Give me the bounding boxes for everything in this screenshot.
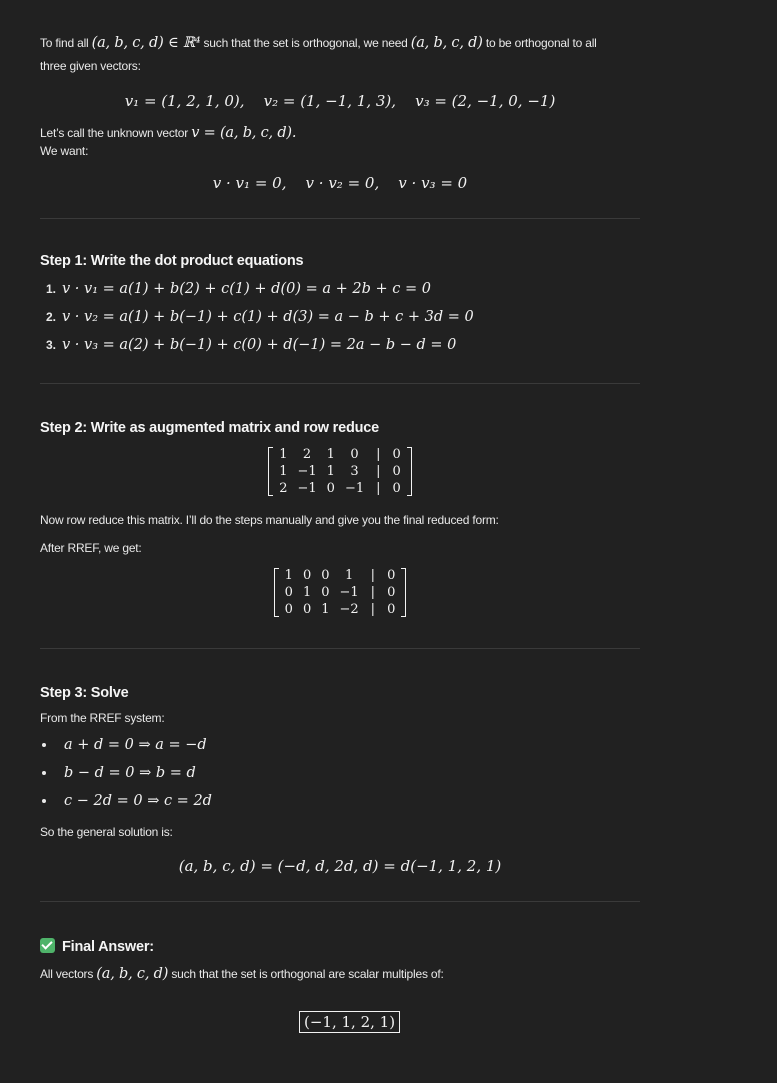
final-answer-box: (−1, 1, 2, 1) bbox=[299, 1011, 400, 1033]
final-answer-heading bbox=[40, 938, 640, 955]
matrix-cell: 0 bbox=[302, 602, 312, 617]
list-item bbox=[40, 303, 640, 331]
list-item bbox=[40, 787, 640, 815]
matrix-cell: 1 bbox=[344, 568, 354, 583]
we-want-text: We want: bbox=[40, 144, 89, 158]
matrix-cell: −1 bbox=[339, 585, 359, 600]
augmented-matrix-container bbox=[40, 446, 640, 497]
section-divider bbox=[40, 901, 640, 902]
intro-paragraph bbox=[40, 32, 640, 78]
section-divider bbox=[40, 218, 640, 219]
matrix-separator: | bbox=[370, 585, 376, 600]
row-reduce-text: Now row reduce this matrix. I’ll do the steps manually and give you the final reduced form: bbox=[40, 513, 499, 527]
from-rref-text: From the RREF system: bbox=[40, 711, 165, 725]
matrix-cell: 1 bbox=[326, 447, 335, 462]
matrix-cell: −2 bbox=[339, 602, 359, 617]
final-answer-title: Final Answer: bbox=[62, 939, 154, 955]
list-item bbox=[40, 731, 640, 759]
unknown-vector-math: v = (a, b, c, d). bbox=[191, 125, 297, 141]
list-number: 1. bbox=[46, 282, 57, 296]
rref-matrix bbox=[274, 567, 407, 618]
matrix-separator: | bbox=[376, 464, 381, 479]
matrix-cell: 1 bbox=[302, 585, 312, 600]
matrix-cell: 0 bbox=[392, 464, 401, 479]
tuple-math: (a, b, c, d) ∈ ℝ⁴ bbox=[91, 35, 201, 51]
matrix-cell: 0 bbox=[387, 568, 396, 583]
matrix-cell: 1 bbox=[284, 568, 293, 583]
list-item bbox=[40, 759, 640, 787]
intro-text-mid: such that the set is orthogonal, we need bbox=[203, 36, 408, 50]
matrix-cell: −1 bbox=[297, 481, 317, 496]
matrix-cell: 0 bbox=[321, 585, 330, 600]
bullet-icon bbox=[42, 771, 46, 775]
bullet-equation: c − 2d = 0 ⇒ c = 2d bbox=[64, 793, 212, 809]
list-number: 2. bbox=[46, 310, 57, 324]
matrix-cell: 0 bbox=[350, 447, 359, 462]
let-call-text: Let’s call the unknown vector bbox=[40, 126, 189, 140]
final-tuple-math: (a, b, c, d) bbox=[96, 966, 169, 982]
step3-heading: Step 3: Solve bbox=[40, 685, 129, 701]
matrix-row bbox=[274, 480, 406, 497]
after-rref-text: After RREF, we get: bbox=[40, 541, 142, 555]
rref-matrix-container bbox=[40, 567, 640, 618]
list-item bbox=[40, 331, 640, 359]
given-vectors-equation: v₁ = (1, 2, 1, 0), v₂ = (1, −1, 1, 3), v₃ = (2, −1, 0, −1) bbox=[124, 92, 556, 110]
orthogonality-conditions: v · v₁ = 0, v · v₂ = 0, v · v₃ = 0 bbox=[212, 174, 468, 192]
matrix-cell: 1 bbox=[321, 602, 330, 617]
matrix-cell: 0 bbox=[326, 481, 335, 496]
dot-equation-3: v · v₃ = a(2) + b(−1) + c(0) + d(−1) = 2a − b − d = 0 bbox=[62, 337, 457, 353]
matrix-cell: 0 bbox=[387, 602, 396, 617]
matrix-row bbox=[274, 463, 406, 480]
final-text-pre: All vectors bbox=[40, 967, 94, 981]
intro-line2: three given vectors: bbox=[40, 59, 141, 73]
matrix-cell: −1 bbox=[297, 464, 317, 479]
matrix-cell: 1 bbox=[326, 464, 335, 479]
tuple2-math: (a, b, c, d) bbox=[410, 35, 483, 51]
matrix-cell: 1 bbox=[279, 464, 288, 479]
check-mark-icon bbox=[40, 938, 55, 953]
dot-equation-1: v · v₁ = a(1) + b(2) + c(1) + d(0) = a + 2b + c = 0 bbox=[62, 281, 431, 297]
matrix-cell: 0 bbox=[321, 568, 330, 583]
matrix-cell: 0 bbox=[392, 447, 401, 462]
list-item bbox=[40, 275, 640, 303]
list-number: 3. bbox=[46, 338, 57, 352]
matrix-row bbox=[280, 601, 401, 618]
chat-response bbox=[40, 32, 640, 1051]
matrix-cell: 2 bbox=[302, 447, 312, 462]
matrix-separator: | bbox=[370, 568, 376, 583]
step1-heading: Step 1: Write the dot product equations bbox=[40, 253, 304, 269]
matrix-cell: 2 bbox=[279, 481, 288, 496]
matrix-cell: −1 bbox=[344, 481, 365, 496]
section-divider bbox=[40, 648, 640, 649]
bullet-equation: a + d = 0 ⇒ a = −d bbox=[64, 737, 207, 753]
final-answer-box-container bbox=[40, 993, 640, 1051]
matrix-cell: 0 bbox=[387, 585, 396, 600]
final-text-post: such that the set is orthogonal are scalar multiples of: bbox=[171, 967, 444, 981]
matrix-cell: 0 bbox=[302, 568, 312, 583]
step1-equation-list bbox=[40, 275, 640, 359]
matrix-separator: | bbox=[376, 481, 381, 496]
matrix-separator: | bbox=[370, 602, 376, 617]
final-answer-paragraph bbox=[40, 963, 640, 985]
augmented-matrix bbox=[268, 446, 412, 497]
bullet-icon bbox=[42, 799, 46, 803]
matrix-cell: 3 bbox=[350, 464, 359, 479]
dot-equation-2: v · v₂ = a(1) + b(−1) + c(1) + d(3) = a − b + c + 3d = 0 bbox=[62, 309, 474, 325]
matrix-cell: 0 bbox=[284, 602, 293, 617]
solution-bullet-list bbox=[40, 731, 640, 815]
intro-text-pre: To find all bbox=[40, 36, 89, 50]
general-solution-text: So the general solution is: bbox=[40, 825, 173, 839]
section-divider bbox=[40, 383, 640, 384]
matrix-separator: | bbox=[376, 447, 381, 462]
matrix-cell: 1 bbox=[279, 447, 288, 462]
matrix-cell: 0 bbox=[392, 481, 401, 496]
matrix-row bbox=[280, 584, 401, 601]
matrix-row bbox=[274, 446, 406, 463]
matrix-row bbox=[280, 567, 401, 584]
intro-text-end: to be orthogonal to all bbox=[485, 36, 597, 50]
matrix-cell: 0 bbox=[284, 585, 293, 600]
bullet-icon bbox=[42, 743, 46, 747]
general-solution-equation: (a, b, c, d) = (−d, d, 2d, d) = d(−1, 1, 2, 1) bbox=[178, 857, 502, 875]
bullet-equation: b − d = 0 ⇒ b = d bbox=[64, 765, 196, 781]
step2-heading: Step 2: Write as augmented matrix and row reduce bbox=[40, 420, 380, 436]
